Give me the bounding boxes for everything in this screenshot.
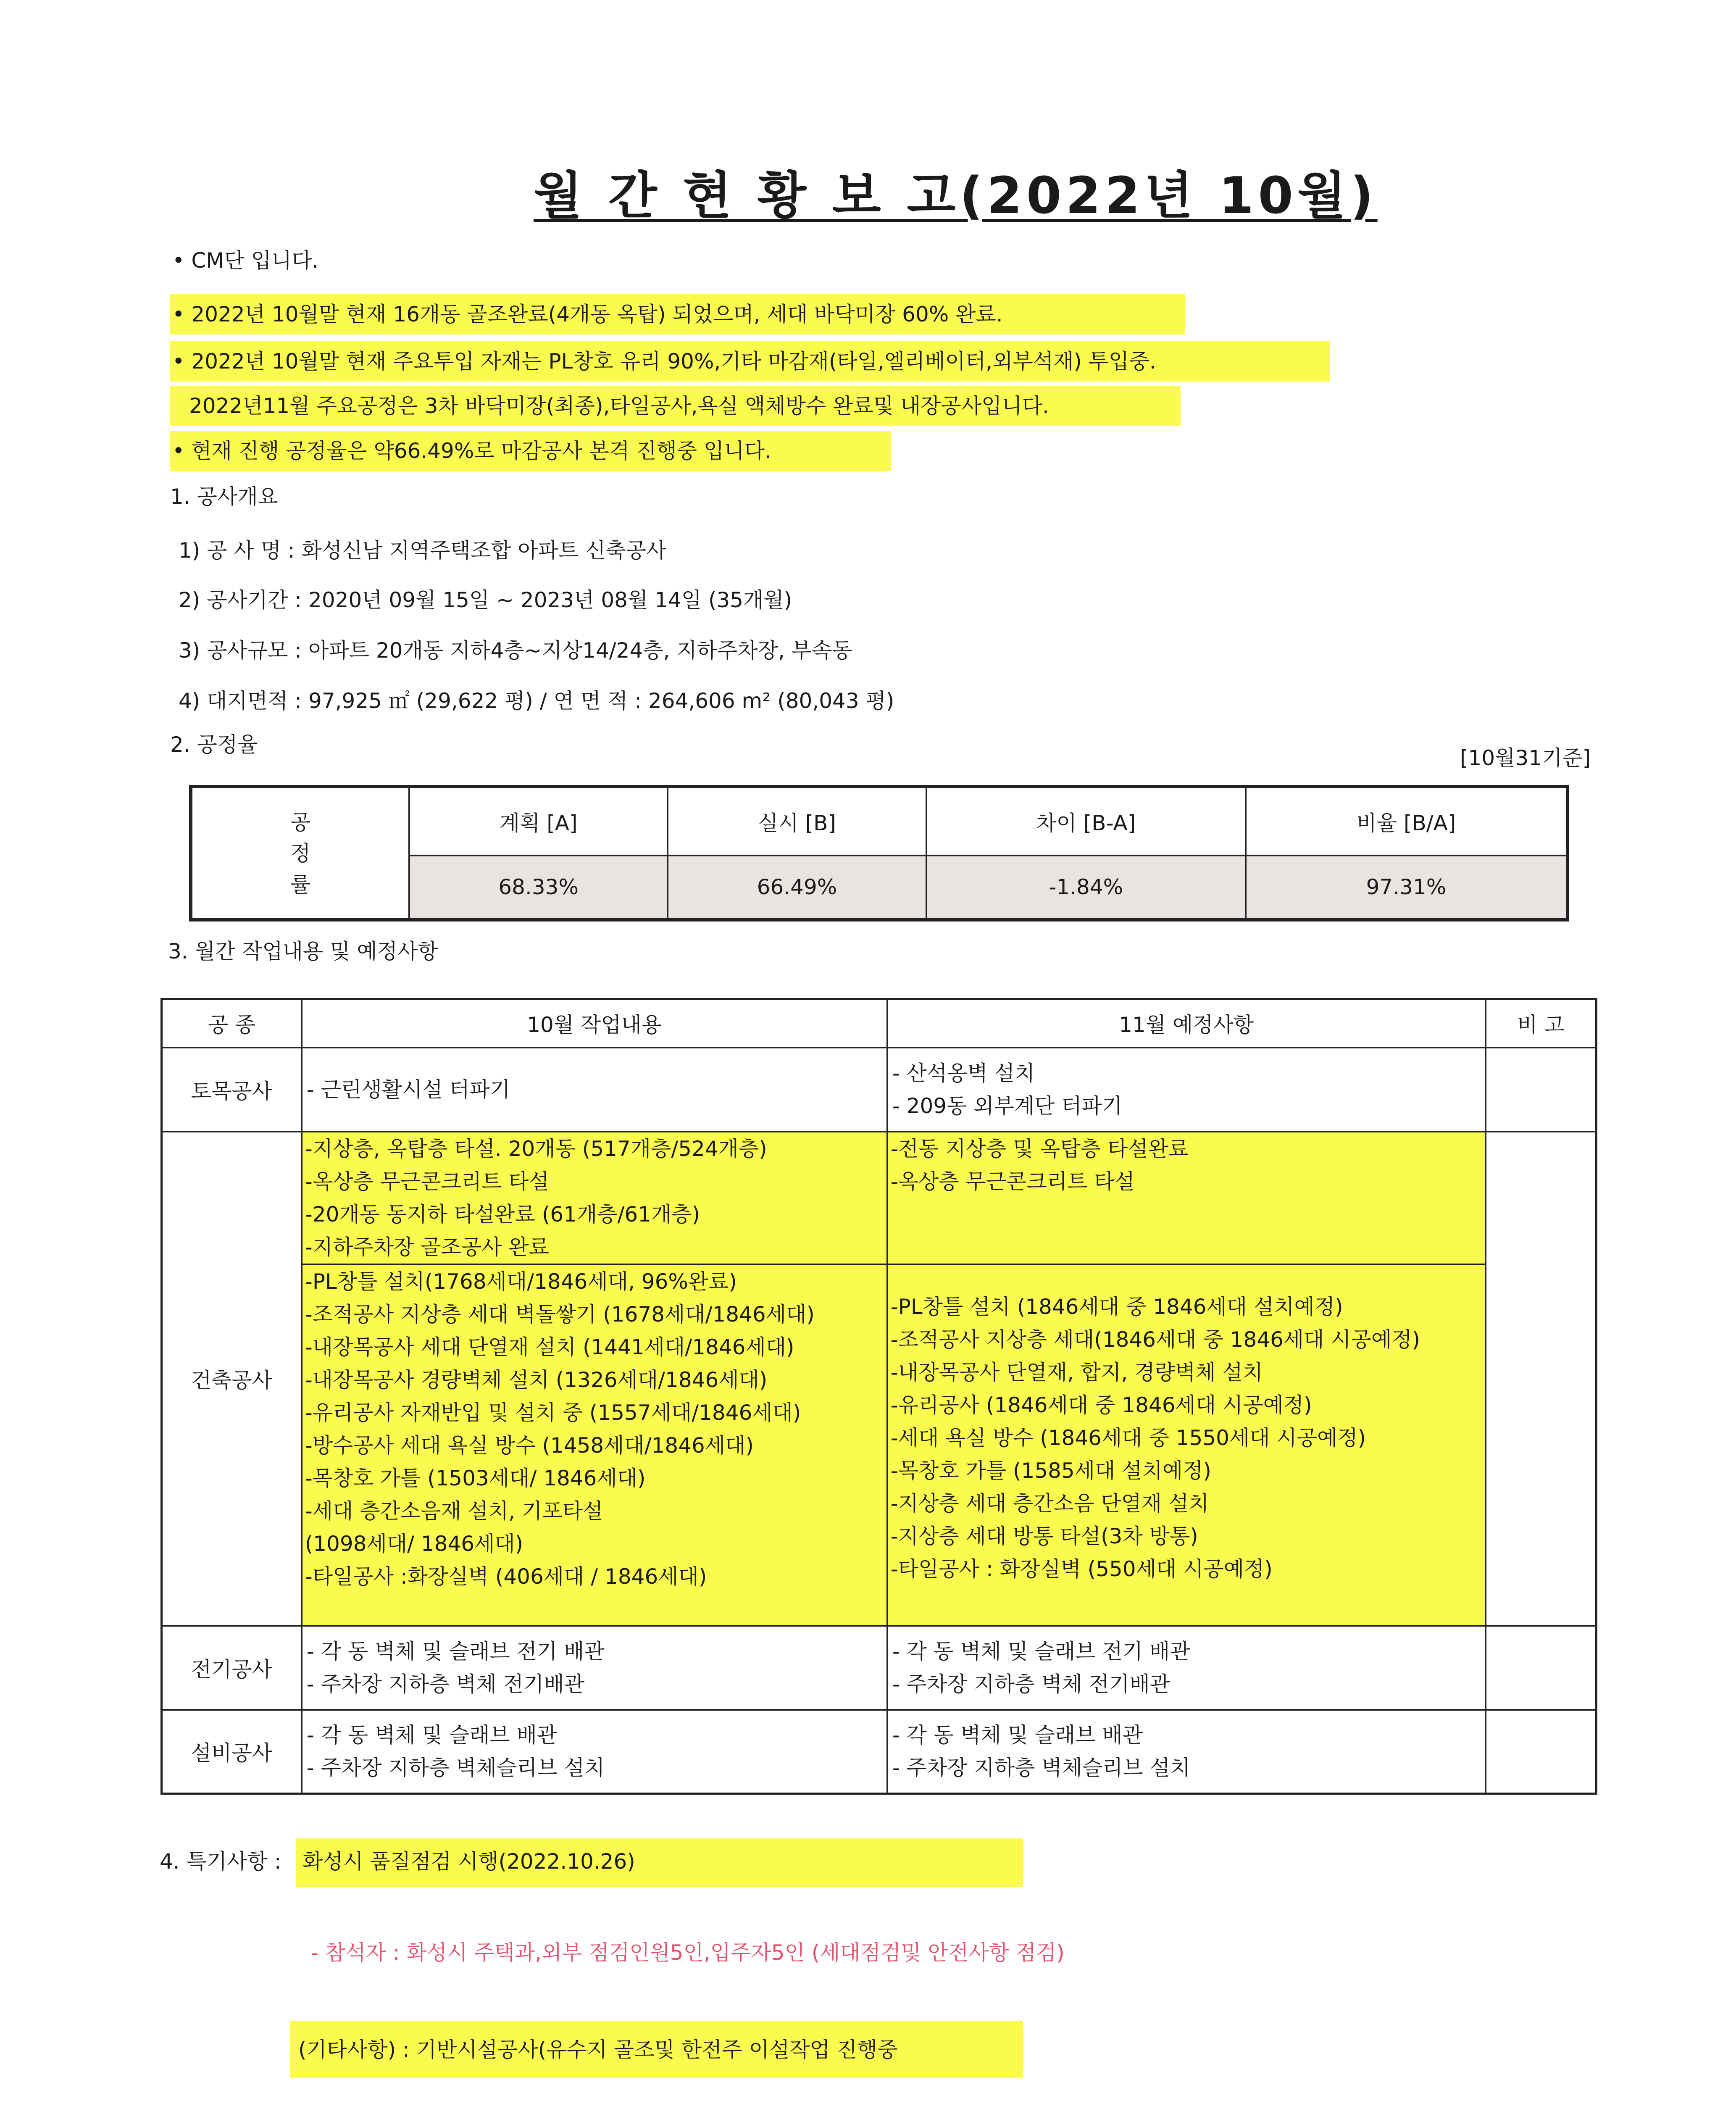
report-title: 월 간 현 황 보 고(2022년 10월) [534, 167, 1378, 225]
work-heading: 3. 월간 작업내용 및 예정사항 [168, 939, 438, 964]
bullet-progress-rate: • 현재 진행 공정율은 약66.49%로 마감공사 본격 진행중 입니다. [172, 439, 771, 463]
work-table [160, 998, 1597, 1795]
overview-item: 1) 공 사 명 : 화성신남 지역주택조합 아파트 신축공사 [179, 538, 667, 563]
special-label: 4. 특기사항 : [160, 1849, 281, 1874]
bullet-materials: • 2022년 10월말 현재 주요투입 자재는 PL창호 유리 90%,기타 마감재(타일,엘리베이터,외부석재) 투입중. [172, 349, 1156, 374]
overview-item: 4) 대지면적 : 97,925 ㎡ (29,622 평) / 연 면 적 : 264,606 m² (80,043 평) [179, 689, 894, 713]
header-ratio: 비율 [B/A] [1246, 787, 1568, 856]
value-actual: 66.49% [668, 856, 926, 920]
remarks-electrical [1486, 1626, 1597, 1710]
value-difference: -1.84% [926, 856, 1246, 920]
header-trade: 공 종 [162, 999, 302, 1048]
october-architecture-finish: -PL창틀 설치(1768세대/1846세대, 96%완료) -조적공사 지상층 세대 벽돌쌓기 (1678세대/1846세대) -내장목공사 세대 단열재 설치 (1441세대/1846세대) -내장목공사 경량벽체 설치 (1326세대/1846세대) -유리공사 자재반입 및 설치 중 (1557세대/1846세대) -방수공사 세대 욕실 방수 (1458세대/1846세대) -목창호 가틀 (1503세대/ 1846세대) -세대 층간소음재 설치, 기포타설 (1098세대/ 1846세대) -타일공사 :화장실벽 (406세대 / 1846세대) [302, 1264, 887, 1626]
table-row [162, 1710, 1597, 1794]
bullet-frame-status: • 2022년 10월말 현재 16개동 골조완료(4개동 옥탑) 되었으며, 세대 바닥미장 60% 완료. [172, 302, 1003, 326]
table-row [162, 1264, 1597, 1626]
header-october: 10월 작업내용 [302, 999, 887, 1048]
special-other: (기타사항) : 기반시설공사(유수지 골조및 한전주 이설작업 진행중 [298, 2038, 898, 2062]
bullet-november-plan: 2022년11월 주요공정은 3차 바닥미장(최종),타일공사,욕실 액체방수 완료및 내장공사입니다. [189, 394, 1049, 418]
november-civil: - 산석옹벽 설치 - 209동 외부계단 터파기 [887, 1048, 1486, 1132]
header-plan: 계획 [A] [409, 787, 668, 856]
progress-heading: 2. 공정율 [170, 732, 258, 757]
table-row [162, 1626, 1597, 1710]
overview-heading: 1. 공사개요 [170, 484, 278, 509]
progress-rate-table [189, 785, 1569, 921]
october-mechanical: - 각 동 벽체 및 슬래브 배관 - 주차장 지하층 벽체슬리브 설치 [302, 1710, 887, 1794]
november-electrical: - 각 동 벽체 및 슬래브 전기 배관 - 주차장 지하층 벽체 전기배관 [887, 1626, 1486, 1710]
bullet-cm: • CM단 입니다. [172, 248, 319, 273]
header-actual: 실시 [B] [668, 787, 926, 856]
progress-basis-date: [10월31기준] [1460, 746, 1591, 770]
table-row [162, 1132, 1597, 1264]
overview-item: 2) 공사기간 : 2020년 09월 15일 ~ 2023년 08월 14일 (35개월) [179, 588, 792, 612]
header-difference: 차이 [B-A] [926, 787, 1246, 856]
trade-architecture: 건축공사 [162, 1132, 302, 1626]
progress-row-label: 공 정 률 [191, 787, 409, 920]
october-architecture-frame: -지상층, 옥탑층 타설. 20개동 (517개층/524개층) -옥상층 무근콘크리트 타설 -20개동 동지하 타설완료 (61개층/61개층) -지하주차장 골조공사 완료 [302, 1132, 887, 1264]
october-electrical: - 각 동 벽체 및 슬래브 전기 배관 - 주차장 지하층 벽체 전기배관 [302, 1626, 887, 1710]
trade-civil: 토목공사 [162, 1048, 302, 1132]
value-plan: 68.33% [409, 856, 668, 920]
value-ratio: 97.31% [1246, 856, 1568, 920]
november-architecture-finish: -PL창틀 설치 (1846세대 중 1846세대 설치예정) -조적공사 지상층 세대(1846세대 중 1846세대 시공예정) -내장목공사 단열재, 합지, 경량벽체 설치 -유리공사 (1846세대 중 1846세대 시공예정) -세대 욕실 방수 (1846세대 중 1550세대 시공예정) -목창호 가틀 (1585세대 설치예정) -지상층 세대 층간소음 단열재 설치 -지상층 세대 방통 타설(3차 방통) -타일공사 : 화장실벽 (550세대 시공예정) [887, 1264, 1486, 1626]
trade-mechanical: 설비공사 [162, 1710, 302, 1794]
special-item: 화성시 품질점검 시행(2022.10.26) [302, 1849, 635, 1874]
november-architecture-frame: -전동 지상층 및 옥탑층 타설완료 -옥상층 무근콘크리트 타설 [887, 1132, 1486, 1264]
november-mechanical: - 각 동 벽체 및 슬래브 배관 - 주차장 지하층 벽체슬리브 설치 [887, 1710, 1486, 1794]
remarks-mechanical [1486, 1710, 1597, 1794]
october-civil: - 근린생활시설 터파기 [302, 1048, 887, 1132]
overview-item: 3) 공사규모 : 아파트 20개동 지하4층~지상14/24층, 지하주차장, 부속동 [179, 638, 852, 663]
table-row [162, 1048, 1597, 1132]
header-november: 11월 예정사항 [887, 999, 1486, 1048]
header-remarks: 비 고 [1486, 999, 1597, 1048]
remarks-civil [1486, 1048, 1597, 1132]
remarks-architecture [1486, 1132, 1597, 1626]
special-attendees: - 참석자 : 화성시 주택과,외부 점검인원5인,입주자5인 (세대점검및 안전사항 점검) [311, 1940, 1065, 1965]
trade-electrical: 전기공사 [162, 1626, 302, 1710]
